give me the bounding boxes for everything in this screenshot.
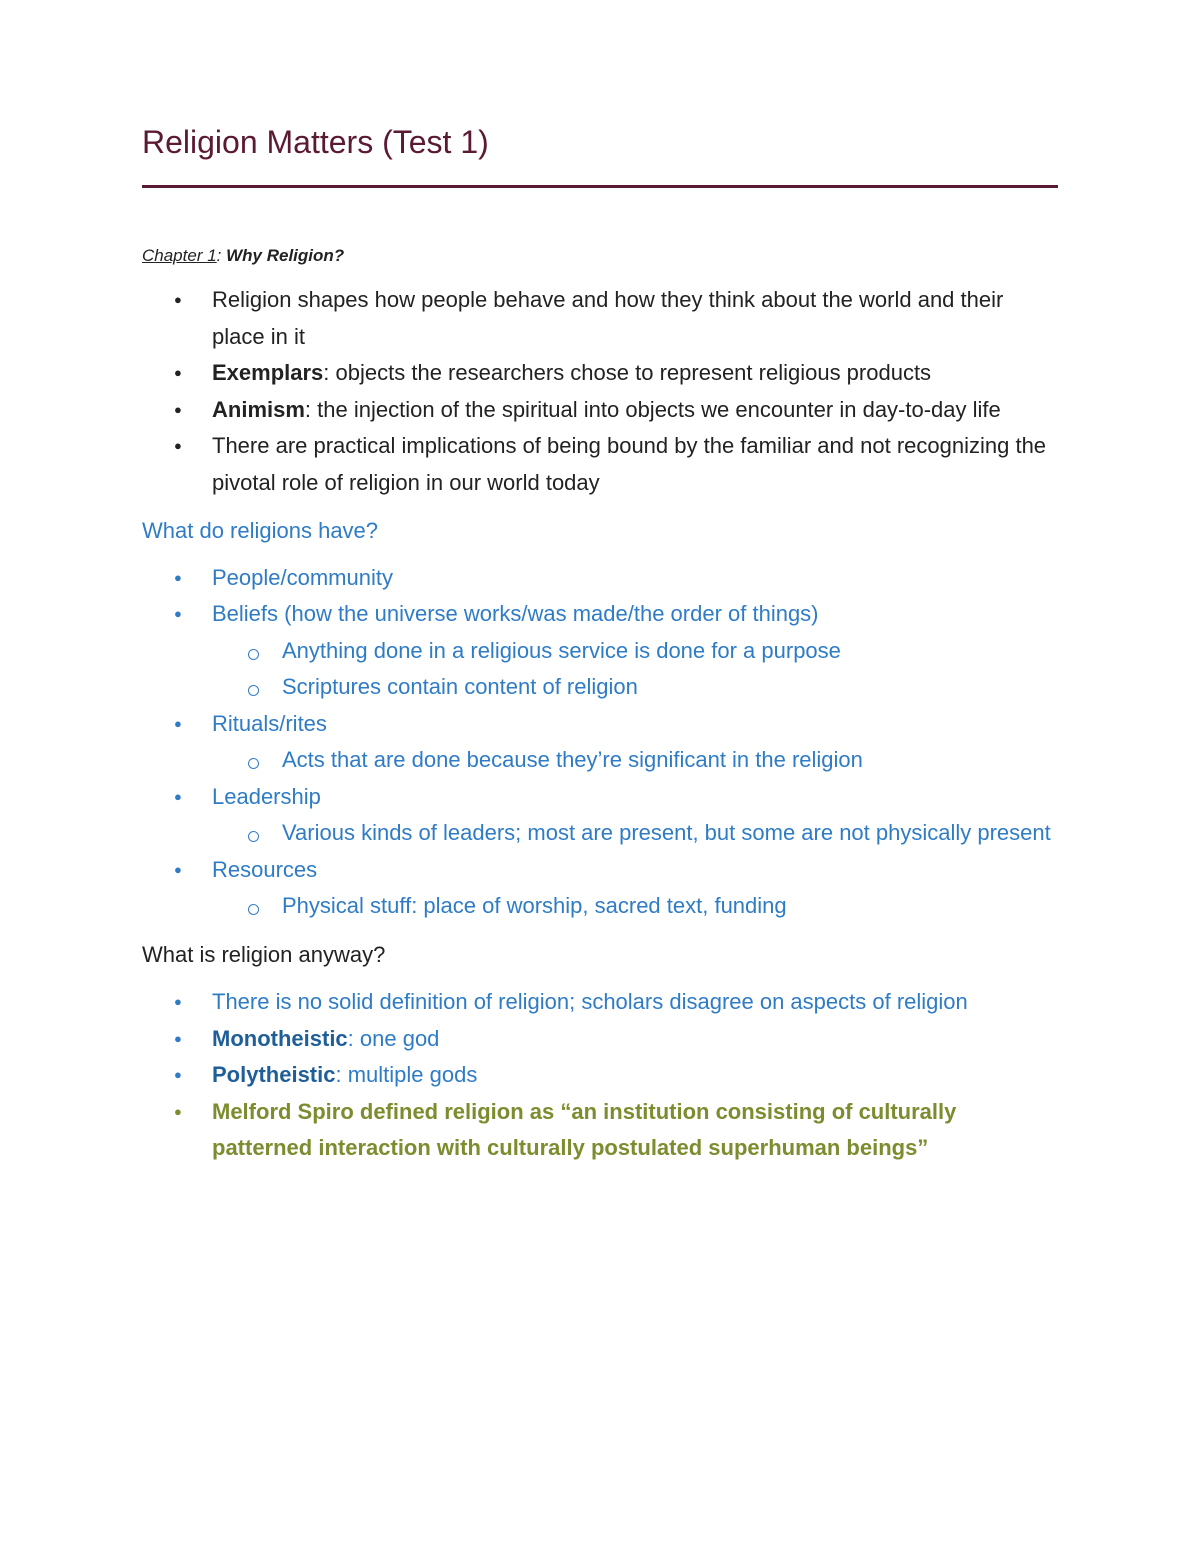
- chapter-subtitle: Why Religion?: [226, 246, 345, 265]
- sub-list: [212, 633, 1060, 706]
- list-item: ● Melford Spiro defined religion as “an institution consisting of culturally patterned interaction with culturally postulated superhuman beings”: [142, 1094, 1060, 1167]
- document-body: [142, 282, 1060, 1167]
- sub-list-item: Various kinds of leaders; most are present, but some are not physically present: [142, 815, 1060, 852]
- list-item: ● Religion shapes how people behave and how they think about the world and their place in it: [142, 282, 1060, 355]
- sub-list-item: Acts that are done because they’re significant in the religion: [142, 742, 1060, 779]
- sub-list: [212, 815, 1060, 852]
- title-rule: [142, 185, 1058, 188]
- sub-list: [212, 742, 1060, 779]
- chapter-label: Chapter 1: [142, 246, 217, 265]
- list-item: ● Polytheistic: multiple gods: [142, 1057, 1060, 1094]
- list-item: ● Rituals/rites Acts that are done because they’re significant in the religion: [142, 706, 1060, 779]
- sub-list-item: Anything done in a religious service is done for a purpose: [142, 633, 1060, 670]
- list-item: ● Monotheistic: one god: [142, 1021, 1060, 1058]
- anyway-list: [142, 984, 1060, 1167]
- sub-list-item: Scriptures contain content of religion: [142, 669, 1060, 706]
- list-item: ● Resources Physical stuff: place of worship, sacred text, funding: [142, 852, 1060, 925]
- sub-list: [212, 888, 1060, 925]
- list-item: ● There are practical implications of being bound by the familiar and not recognizing the pivotal role of religion in our world today: [142, 428, 1060, 501]
- intro-list: [142, 282, 1060, 501]
- section-heading-anyway: What is religion anyway?: [142, 941, 386, 967]
- page-title: Religion Matters (Test 1): [142, 124, 489, 160]
- chapter-heading: [142, 245, 344, 267]
- section-heading-have: What do religions have?: [142, 518, 379, 543]
- chapter-separator: :: [216, 246, 227, 265]
- have-list: [142, 560, 1060, 925]
- list-item: ● Beliefs (how the universe works/was made/the order of things) Anything done in a religious service is done for a purpose Scriptures contain content of religion: [142, 596, 1060, 706]
- list-item: ● Leadership Various kinds of leaders; most are present, but some are not physically present: [142, 779, 1060, 852]
- list-item: ● There is no solid definition of religion; scholars disagree on aspects of religion: [142, 984, 1060, 1021]
- list-item: ● People/community: [142, 560, 1060, 597]
- list-item: ● Animism: the injection of the spiritual into objects we encounter in day-to-day life: [142, 392, 1060, 429]
- list-item: ● Exemplars: objects the researchers chose to represent religious products: [142, 355, 1060, 392]
- sub-list-item: Physical stuff: place of worship, sacred text, funding: [142, 888, 1060, 925]
